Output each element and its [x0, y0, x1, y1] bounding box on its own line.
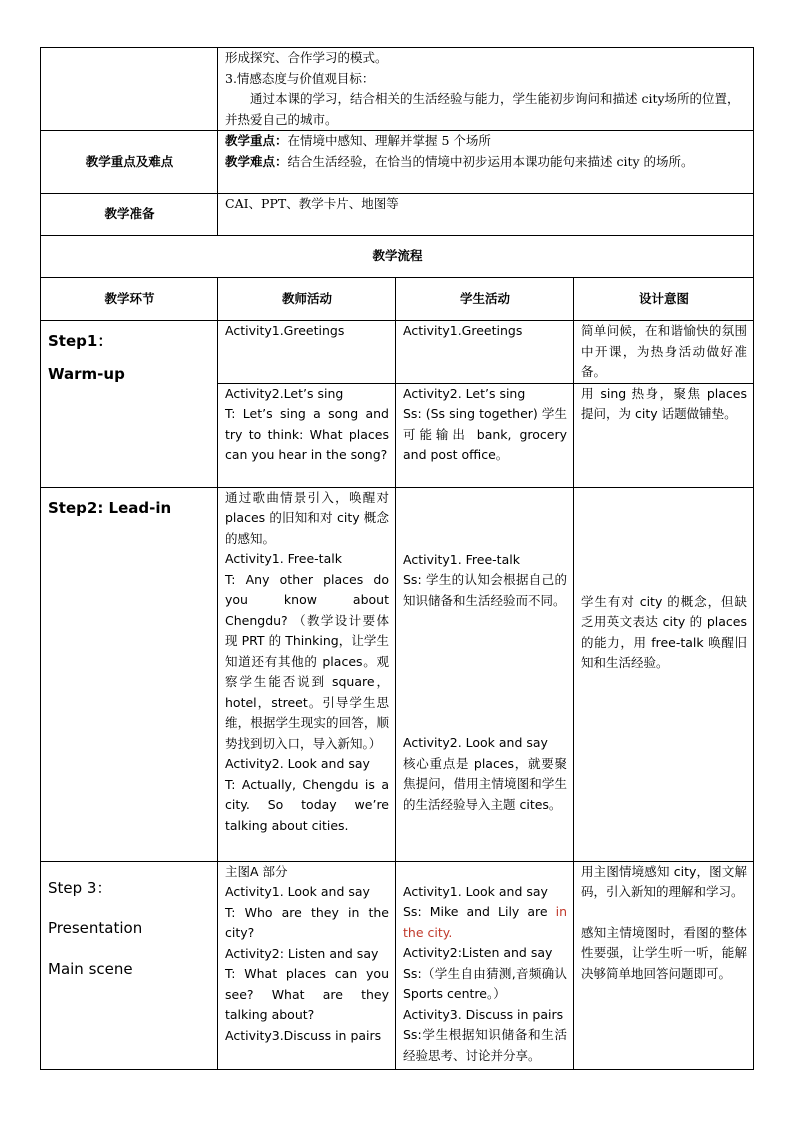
- step2-student-a1-text: Ss: 学生的认知会根据自己的知识储备和生活经验而不同。: [403, 572, 567, 608]
- objectives-line-3: 通过本课的学习，结合相关的生活经验与能力，学生能初步询问和描述 city场所的位置，并热爱自己的城市。: [225, 91, 740, 127]
- header-intent: 设计意图: [574, 278, 754, 321]
- lesson-plan-table: [40, 47, 754, 1070]
- step1-a2-student-title: Activity2. Let’s sing: [403, 385, 526, 401]
- step2-intent-text: 学生有对 city 的概念，但缺乏用英文表达 city 的 places 的能力，用 free-talk 唤醒旧知和生活经验。: [581, 593, 747, 670]
- step3-intent-a: 用主图情境感知 city，图文解码，引入新知的理解和学习。: [581, 863, 747, 899]
- step3-teacher-a2-title: Activity2: Listen and say: [225, 945, 379, 961]
- step1-a2-student-text: Ss: (Ss sing together) 学生可能输出 bank, grocery and post office。: [403, 406, 567, 462]
- objectives-cell: [218, 48, 754, 131]
- step1-name-a: Step1：: [48, 332, 113, 350]
- step1-a2-student-cell: [396, 383, 574, 487]
- step3-student-a3-title: Activity3. Discuss in pairs: [403, 1006, 564, 1022]
- step1-a2-teacher-cell: [218, 383, 396, 487]
- step1-a2-teacher-title: Activity2.Let’s sing: [225, 385, 344, 401]
- step2-teacher-a2-title: Activity2. Look and say: [225, 756, 370, 771]
- step1-a1-teacher: Activity1.Greetings: [218, 321, 396, 384]
- step2-stage-cell: [41, 487, 218, 861]
- focus-label: 教学重点：: [225, 133, 288, 148]
- step2-teacher-a2-text: T: Actually, Chengdu is a city. So today we’re talking about cities.: [225, 776, 389, 833]
- step3-name-b: Presentation: [48, 919, 143, 937]
- step2-teacher-a1-title: Activity1. Free-talk: [225, 551, 342, 566]
- header-student: 学生活动: [396, 278, 574, 321]
- keypoints-label: 教学重点及难点: [41, 131, 218, 194]
- step3-student-cell: [396, 861, 574, 1069]
- step3-intent-cell: [574, 861, 754, 1069]
- step2-intent: [574, 487, 754, 861]
- step3-teacher-intro: 主图A 部分: [225, 863, 288, 879]
- difficulty-text: 结合生活经验，在恰当的情境中初步运用本课功能句来描述 city 的场所。: [287, 153, 694, 169]
- step3-name-a: Step 3：: [48, 878, 112, 897]
- prep-text: CAI、PPT、教学卡片、地图等: [218, 194, 754, 236]
- header-teacher: 教师活动: [218, 278, 396, 321]
- step3-student-a2-text: Ss:（学生自由猜测,音频确认 Sports centre。）: [403, 965, 567, 1001]
- step3-teacher-a3-title: Activity3.Discuss in pairs: [225, 1027, 382, 1043]
- step3-student-a1-text-b: in the city.: [403, 904, 567, 940]
- step1-a2-teacher-text: T: Let’s sing a song and try to think: What places can you hear in the song?: [225, 406, 389, 462]
- step3-name-c: Main scene: [48, 959, 133, 978]
- step3-student-a1-title: Activity1. Look and say: [403, 883, 548, 899]
- step2-teacher-cell: [218, 487, 396, 861]
- objectives-line-2: 3.情感态度与价值观目标：: [225, 70, 375, 86]
- step2-student-a2-title: Activity2. Look and say: [403, 735, 548, 750]
- objectives-line-1: 形成探究、合作学习的模式。: [225, 50, 388, 65]
- keypoints-cell: [218, 131, 754, 194]
- step3-teacher-a2-text: T: What places can you see? What are they talking about?: [225, 966, 389, 1022]
- step3-student-a1-text-a: Ss: Mike and Lily are: [403, 904, 556, 919]
- step1-stage-cell: [41, 321, 218, 488]
- step2-teacher-intro: 通过歌曲情景引入，唤醒对 places 的旧知和对 city 概念的感知。: [225, 489, 389, 546]
- step3-student-a3-text: Ss:学生根据知识储备和生活经验思考、讨论并分享。: [403, 1027, 567, 1063]
- header-stage: 教学环节: [41, 278, 218, 321]
- step3-intent-b: 感知主情境图时，看图的整体性要强，让学生听一听，能解决够简单地回答问题即可。: [581, 924, 747, 981]
- step2-student-cell: [396, 487, 574, 861]
- difficulty-label: 教学难点：: [225, 153, 288, 169]
- objectives-stage-cell: [41, 48, 218, 131]
- step2-name: Step2: Lead-in: [48, 498, 172, 517]
- step1-a1-student: Activity1.Greetings: [396, 321, 574, 384]
- step3-stage-cell: [41, 861, 218, 1069]
- step2-student-a2-text: 核心重点是 places，就要聚焦提问，借用主情境图和学生的生活经验导入主题 cites。: [403, 755, 567, 812]
- step1-a2-intent: 用 sing 热身，聚焦 places 提问，为 city 话题做铺垫。: [574, 383, 754, 487]
- step1-name-b: Warm-up: [48, 364, 125, 383]
- flow-title: 教学流程: [41, 236, 754, 278]
- step3-student-a2-title: Activity2:Listen and say: [403, 945, 553, 960]
- step1-a1-intent: 简单问候，在和谐愉快的氛围中开课，为热身活动做好准备。: [574, 321, 754, 384]
- step2-teacher-a1-text: T: Any other places do you know about Chengdu? （教学设计要体现 PRT 的 Thinking，让学生知道还有其他的 places。观察学生能否说到 square，hotel，street。引导学生思维，根据学生现实的回答，顺势找到切入口，导入新知。）: [225, 571, 389, 751]
- step2-student-a1-title: Activity1. Free-talk: [403, 551, 520, 567]
- focus-text: 在情境中感知、理解并掌握 5 个场所: [287, 133, 491, 148]
- step3-teacher-a1-text: T: Who are they in the city?: [225, 904, 389, 940]
- step3-teacher-cell: [218, 861, 396, 1069]
- step3-teacher-a1-title: Activity1. Look and say: [225, 884, 370, 899]
- prep-label: 教学准备: [41, 194, 218, 236]
